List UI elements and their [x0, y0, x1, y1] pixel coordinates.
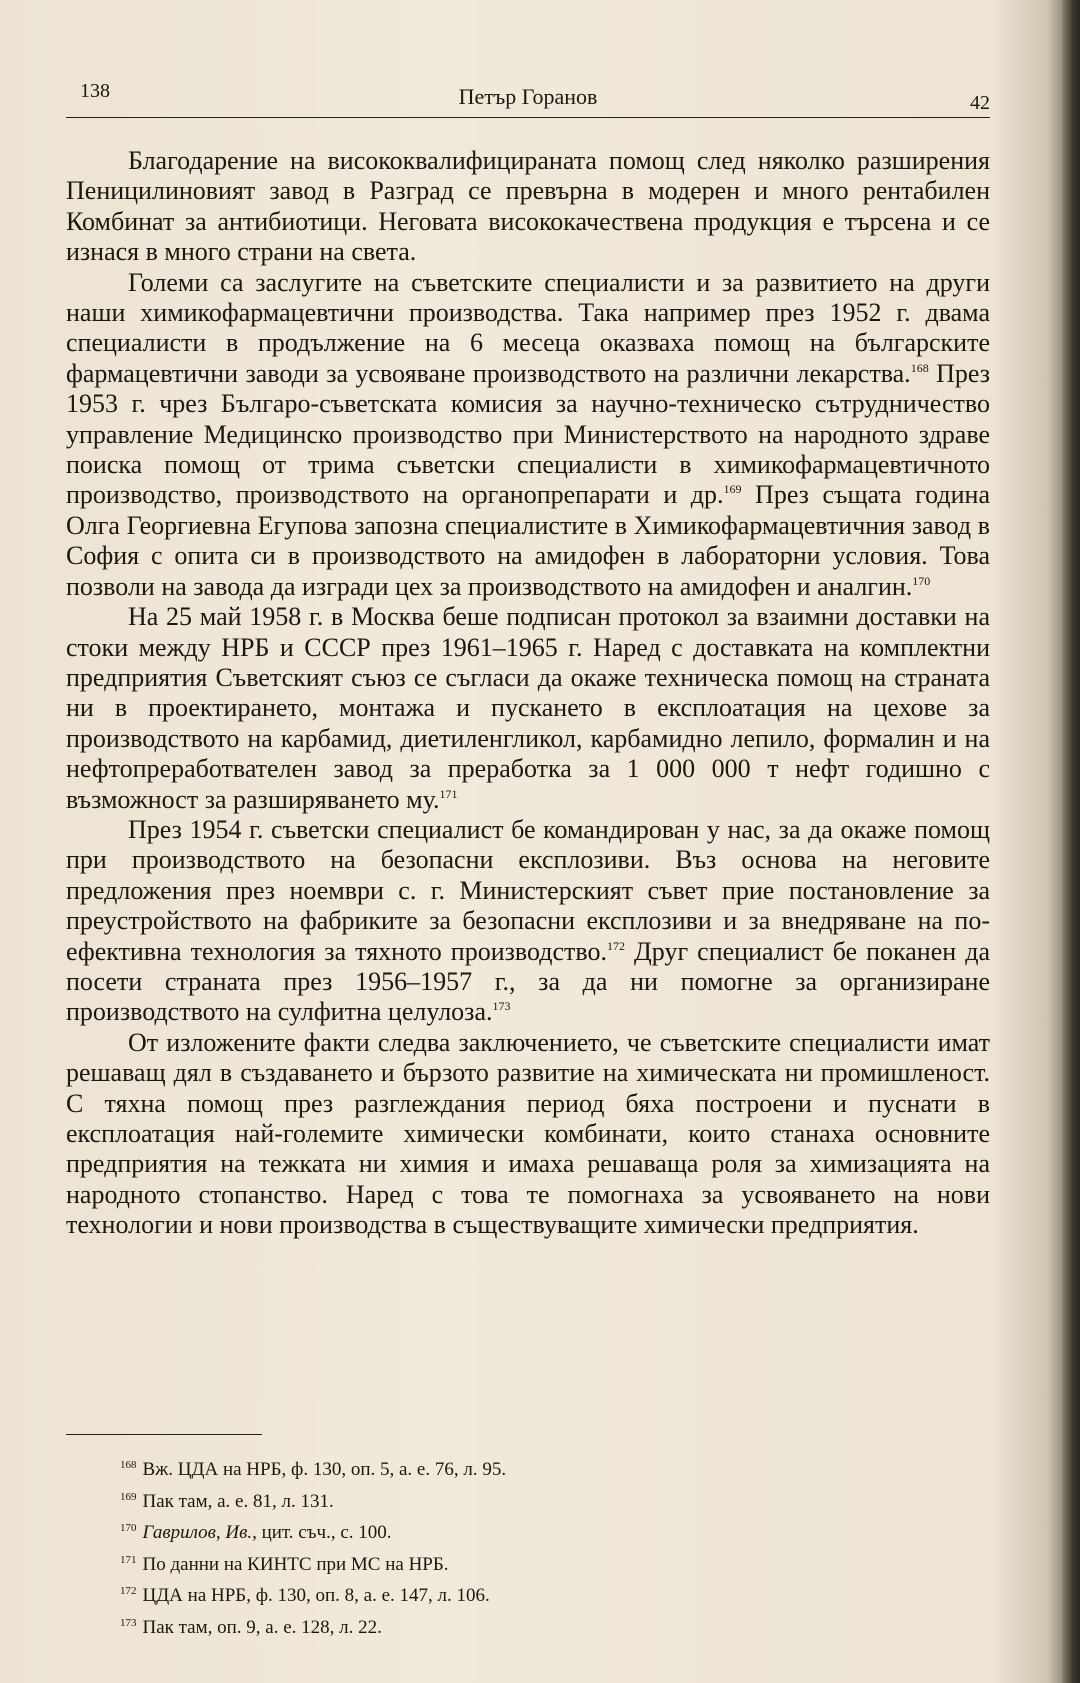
footnote: [120, 1547, 820, 1579]
footnote-text: Вж. ЦДА на НРБ, ф. 130, оп. 5, а. е. 76, л. 95.: [142, 1459, 507, 1480]
footnote-reference: 168: [910, 360, 929, 375]
footnotes: [120, 1452, 820, 1641]
paragraph-text: През 1953 г. чрез Българо-съветската комисия за научно-техническо сътрудничество управление Медицинско производство при Министерството на народното здраве поиска помощ от трима съветски специалисти в химикофармацевтичното производство, производството на органопрепарати и др.: [66, 358, 991, 510]
paragraph-text: Друг специалист бе поканен да посети страната през 1956–1957 г., за да ни помогне за организиране производството на сулфитна целулоза.: [66, 936, 990, 1027]
footnote-reference: 172: [606, 938, 625, 953]
paragraph-text: През същата година Олга Георгиевна Егупова запозна специалистите в Химикофармацевтичния завод в София с опита си в производството на амидофен в лабораторни условия. Това позволи на завода да изгради цех за производството на амидофен и аналгин.: [66, 480, 990, 601]
paragraph-text: От изложените факти следва заключението, че съветските специалисти имат решаващ дял в създаването и бързото развитие на химическата ни промишленост. С тяхна помощ през разглеждания период бяха построени и пуснати в експлоатация най-големите химически комбинати, които станаха основните предприятия на тежката ни химия и имаха решаваща роля за химизацията на народното стопанство. Наред с това те помогнаха за усвояването на нови технологии и нови производства в съществуващите химически предприятия.: [66, 1027, 990, 1240]
book-spine-shadow: [1062, 0, 1080, 1683]
paragraph-text: През 1954 г. съветски специалист бе командирован у нас, за да окаже помощ при производството на безопасни експлозиви. Въз основа на неговите предложения през ноември с. г. Министерският съвет прие постановление за преустройството на фабриките за безопасни експлозиви и за внедряване на по-ефективна технология за тяхното производство.: [66, 814, 990, 966]
paragraph-text: На 25 май 1958 г. в Москва беше подписан протокол за взаимни доставки на стоки между НРБ и СССР през 1961–1965 г. Наред с доставката на комплектни предприятия Съветският съюз се съгласи да окаже техническа помощ на страната ни в проектирането, монтажа и пускането в експлоатация на цехове за производството на карбамид, диетиленгликол, карбамидно лепило, формалин и на нефтопреработвателен завод за преработка за 1 000 000 т нефт годишно с възможност за разширяването му.: [66, 602, 990, 814]
footnote-author: Гаврилов, Ив.,: [142, 1522, 257, 1543]
footnote: [120, 1610, 820, 1642]
footnote-number: 170: [120, 1522, 137, 1534]
footnote: [120, 1515, 820, 1547]
footnote-number: 172: [120, 1585, 137, 1597]
footnote-reference: 171: [439, 786, 458, 801]
footnote-number: 171: [120, 1553, 137, 1566]
footnote-rule: [66, 1434, 262, 1435]
main-text: [66, 146, 990, 1241]
footnote-number: 173: [120, 1616, 137, 1629]
paragraph: [66, 1028, 990, 1241]
footnote-reference: 170: [912, 573, 931, 588]
footnote-text: цит. съч., с. 100.: [256, 1522, 392, 1543]
paragraph: [66, 146, 990, 268]
running-header: [66, 78, 990, 118]
footnote: [120, 1484, 820, 1516]
paragraph: [66, 815, 990, 1028]
footnote-number: 168: [120, 1459, 137, 1471]
footnote-text: ЦДА на НРБ, ф. 130, оп. 8, а. е. 147, л. 106.: [142, 1585, 490, 1606]
paragraph: [66, 268, 990, 602]
paragraph: [66, 602, 990, 815]
running-title: Петър Горанов: [458, 84, 598, 109]
header-rule: [66, 117, 990, 118]
page-number-right: 42: [970, 92, 990, 114]
footnote-reference: 169: [723, 482, 742, 497]
footnote-text: Пак там, оп. 9, а. е. 128, л. 22.: [142, 1616, 382, 1638]
page-number-left: 138: [80, 80, 110, 102]
paragraph-text: Големи са заслугите на съветските специалисти и за развитието на други наши химикофармацевтични производства. Така например през 1952 г. двама специалисти в продължение на 6 месеца оказваха помощ на българските фармацевтични заводи за усвояване производството на различни лекарства.: [66, 267, 990, 388]
footnote-text: Пак там, а. е. 81, л. 131.: [142, 1490, 334, 1512]
paragraph-text: Благодарение на висококвалифицираната помощ след няколко разширения Пеницилиновият завод в Разград се превърна в модерен и много рентабилен Комбинат за антибиотици. Неговата висококачествена продукция е търсена и се изнася в много страни на света.: [66, 146, 990, 267]
footnote: [120, 1452, 820, 1484]
footnote-text: По данни на КИНТС при МС на НРБ.: [142, 1553, 449, 1575]
footnote-number: 169: [120, 1490, 137, 1503]
footnote: [120, 1578, 820, 1610]
footnote-reference: 173: [492, 999, 511, 1014]
